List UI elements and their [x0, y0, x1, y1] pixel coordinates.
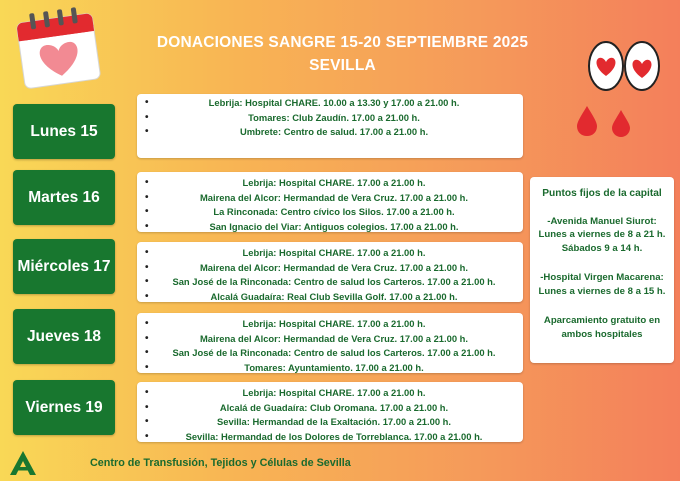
list-item: • Lebrija: Hospital CHARE. 10.00 a 13.30 y 17.00 a 21.00 h.: [143, 96, 515, 111]
calendar-heart-icon: [10, 4, 106, 90]
fixed-point-macarena: -Hospital Virgen Macarena: Lunes a viernes de 8 a 15 h.: [538, 272, 666, 297]
list-item: • San José de la Rinconada: Centro de salud los Carteros. 17.00 a 21.00 h.: [143, 275, 515, 290]
schedule-card-lunes: [137, 94, 523, 158]
schedule-card-viernes: [137, 382, 523, 442]
list-item: • Tomares: Club Zaudín. 17.00 a 21.00 h.: [143, 111, 515, 126]
parking-note: Aparcamiento gratuito en ambos hospitales: [543, 315, 661, 340]
schedule-card-miercoles: [137, 242, 523, 302]
day-label-martes: Martes 16: [13, 170, 115, 225]
day-label-jueves: Jueves 18: [13, 309, 115, 364]
day-label-viernes: Viernes 19: [13, 380, 115, 435]
page-subtitle-city: SEVILLA: [309, 57, 376, 74]
fixed-point-siurot: -Avenida Manuel Siurot: Lunes a viernes de 8 a 21 h. Sábados 9 a 14 h.: [538, 215, 666, 254]
list-item: • San José de la Rinconada: Centro de salud los Carteros. 17.00 a 21.00 h.: [143, 346, 515, 361]
schedule-card-martes: [137, 172, 523, 232]
list-item: • Sevilla: Hermandad de la Exaltación. 17.00 a 21.00 h.: [143, 415, 515, 430]
page-title: DONACIONES SANGRE 15-20 SEPTIEMBRE 2025: [156, 34, 529, 51]
fixed-points-panel: [530, 177, 674, 363]
list-item: • Mairena del Alcor: Hermandad de Vera Cruz. 17.00 a 21.00 h.: [143, 191, 515, 206]
day-label-miercoles: Miércoles 17: [13, 239, 115, 294]
list-item: • Sevilla: Hermandad de los Dolores de Torreblanca. 17.00 a 21.00 h.: [143, 430, 515, 445]
list-item: • Mairena del Alcor: Hermandad de Vera Cruz. 17.00 a 21.00 h.: [143, 261, 515, 276]
list-item: • Lebrija: Hospital CHARE. 17.00 a 21.00 h.: [143, 386, 515, 401]
junta-andalucia-logo: [8, 449, 38, 477]
list-item: • Alcalá de Guadaíra: Club Oromana. 17.00 a 21.00 h.: [143, 401, 515, 416]
list-item: • Lebrija: Hospital CHARE. 17.00 a 21.00 h.: [143, 317, 515, 332]
list-item: • Lebrija: Hospital CHARE. 17.00 a 21.00 h.: [143, 176, 515, 191]
eyes-heart-icon: [586, 36, 664, 96]
blood-drop-icon: [575, 104, 635, 138]
list-item: • San Ignacio del Viar: Antiguos colegios. 17.00 a 21.00 h.: [143, 220, 515, 235]
schedule-card-jueves: [137, 313, 523, 373]
list-item: • Tomares: Ayuntamiento. 17.00 a 21.00 h.: [143, 361, 515, 376]
list-item: • Umbrete: Centro de salud. 17.00 a 21.00 h.: [143, 125, 515, 140]
list-item: • Lebrija: Hospital CHARE. 17.00 a 21.00 h.: [143, 246, 515, 261]
list-item: • La Rinconada: Centro cívico los Silos. 17.00 a 21.00 h.: [143, 205, 515, 220]
list-item: • Mairena del Alcor: Hermandad de Vera Cruz. 17.00 a 21.00 h.: [143, 332, 515, 347]
list-item: • Alcalá Guadaíra: Real Club Sevilla Golf. 17.00 a 21.00 h.: [143, 290, 515, 305]
fixed-points-title: Puntos fijos de la capital: [542, 188, 662, 199]
footer-text: Centro de Transfusión, Tejidos y Células de Sevilla: [90, 457, 351, 469]
day-label-lunes: Lunes 15: [13, 104, 115, 159]
